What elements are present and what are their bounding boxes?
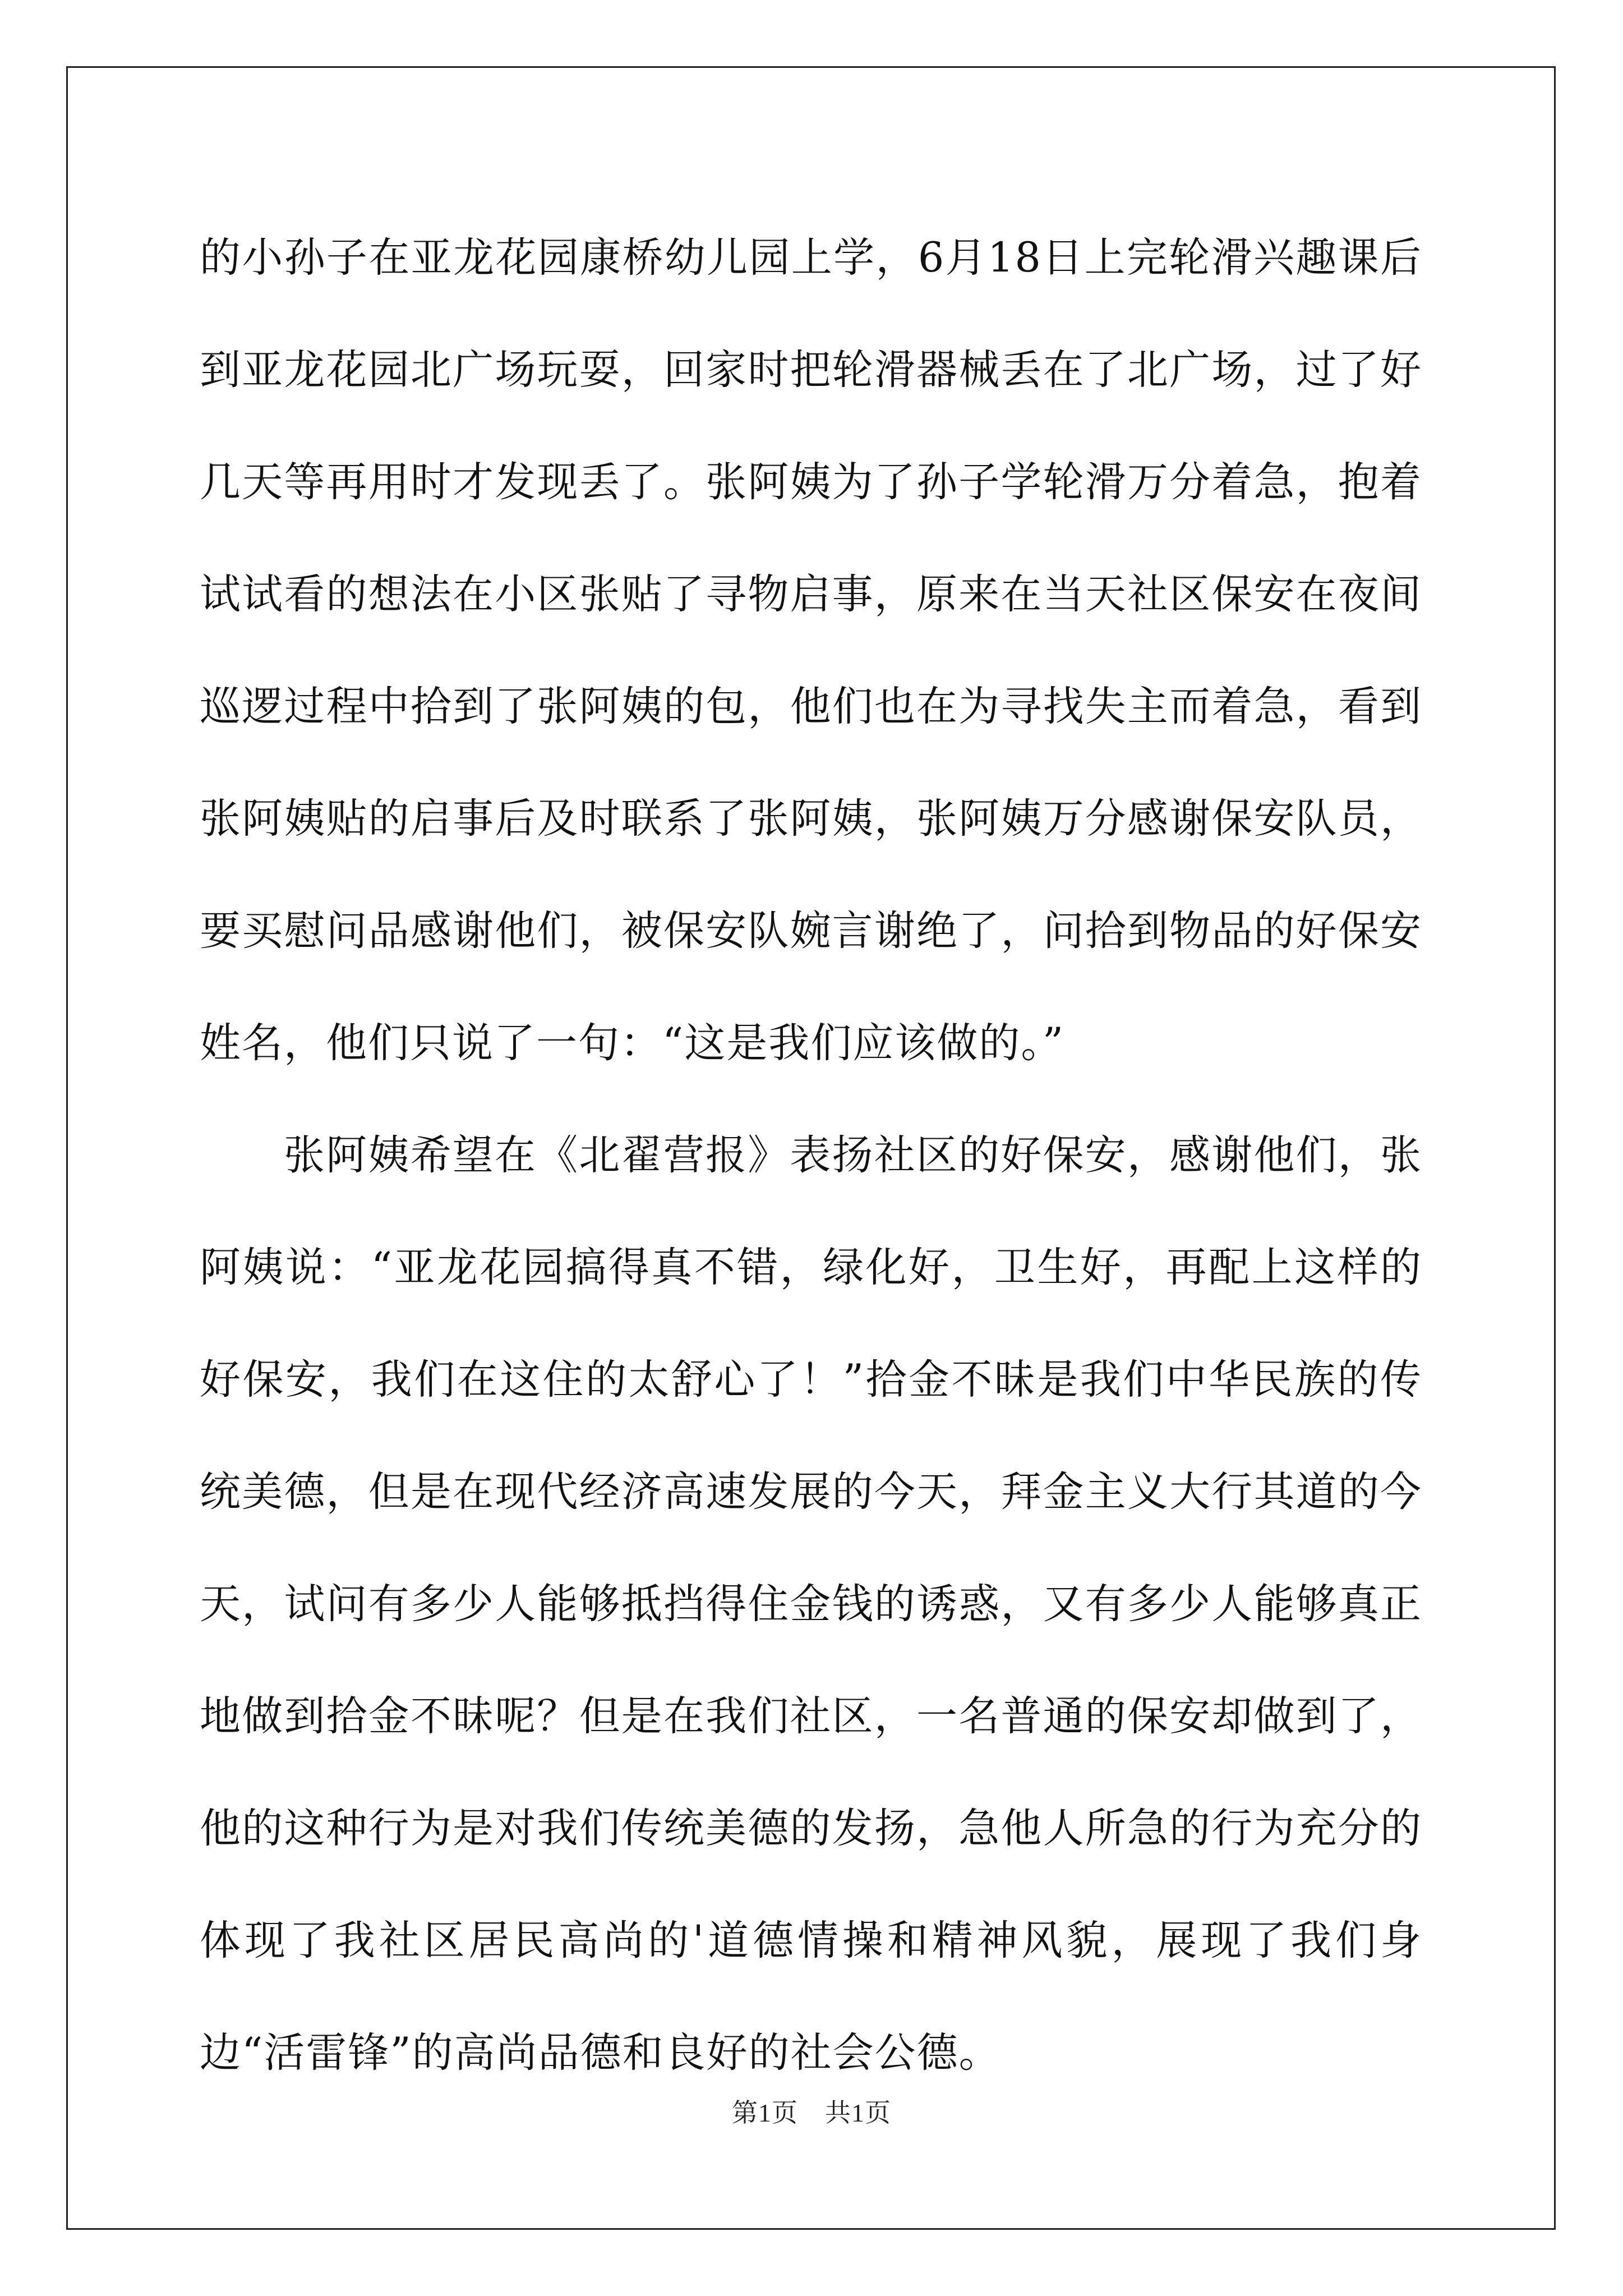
page-total: 共1页: [825, 2099, 891, 2127]
page-number: 第1页: [732, 2099, 798, 2127]
document-body: [200, 202, 1422, 2109]
page-footer: [0, 2092, 1623, 2129]
paragraph-2: 张阿姨希望在《北翟营报》表扬社区的好保安，感谢他们，张阿姨说：“亚龙花园搞得真不错，绿化好，卫生好，再配上这样的好保安，我们在这住的太舒心了！”拾金不昧是我们中华民族的传统美德，但是在现代经济高速发展的今天，拜金主义大行其道的今天，试问有多少人能够抵挡得住金钱的诱惑，又有多少人能够真正地做到拾金不昧呢？但是在我们社区，一名普通的保安却做到了，他的这种行为是对我们传统美德的发扬，急他人所急的行为充分的体现了我社区居民高尚的'道德情操和精神风貌，展现了我们身边“活雷锋”的高尚品德和良好的社会公德。: [200, 1131, 1422, 2077]
paragraph-1: 的小孙子在亚龙花园康桥幼儿园上学，6月18日上完轮滑兴趣课后到亚龙花园北广场玩耍，回家时把轮滑器械丢在了北广场，过了好几天等再用时才发现丢了。张阿姨为了孙子学轮滑万分着急，抱着试试看的想法在小区张贴了寻物启事，原来在当天社区保安在夜间巡逻过程中拾到了张阿姨的包，他们也在为寻找失主而着急，看到张阿姨贴的启事后及时联系了张阿姨，张阿姨万分感谢保安队员，要买慰问品感谢他们，被保安队婉言谢绝了，问拾到物品的好保安姓名，他们只说了一句：“这是我们应该做的。”: [200, 234, 1422, 1067]
